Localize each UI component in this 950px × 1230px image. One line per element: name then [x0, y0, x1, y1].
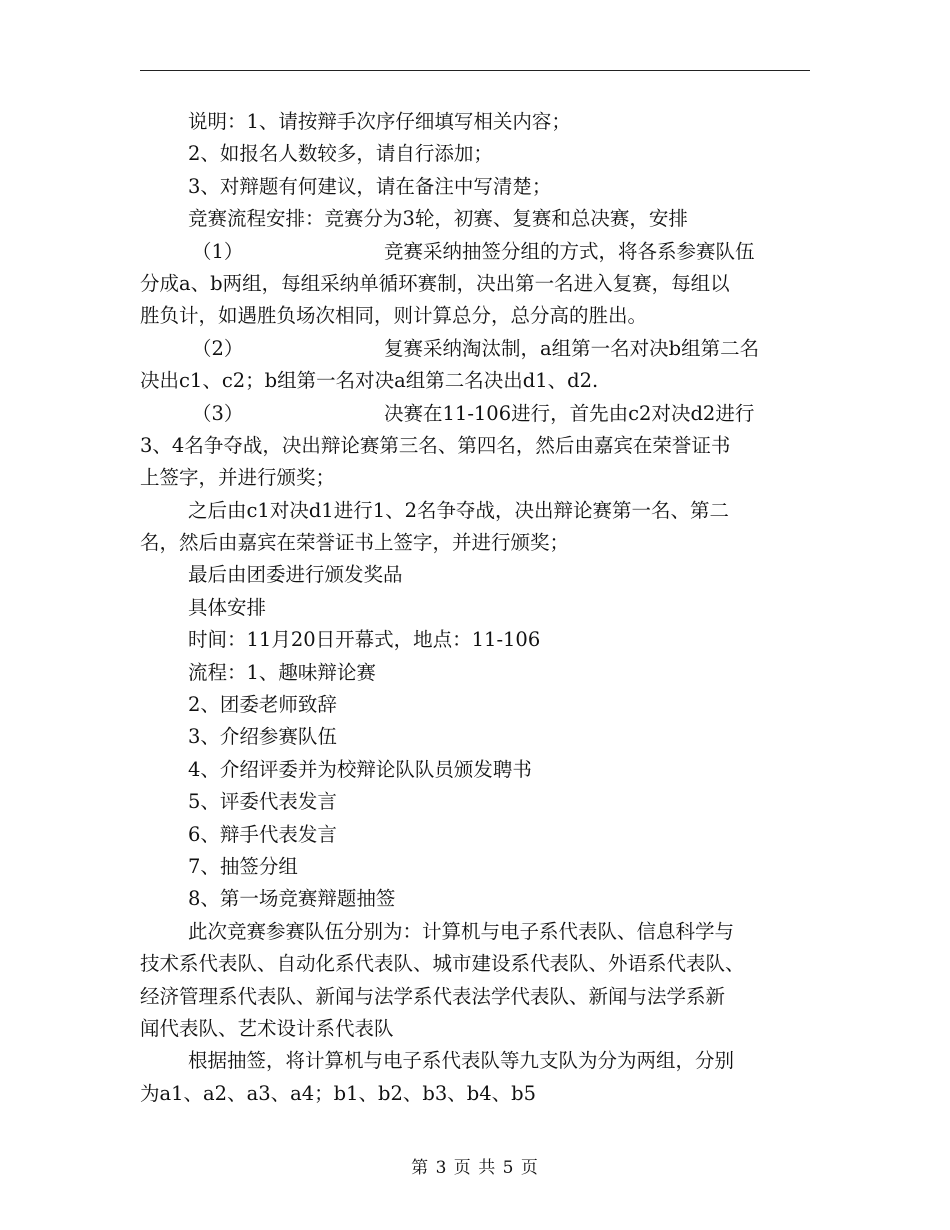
paragraph-flow-1	[140, 657, 812, 689]
text-line: 胜负计，如遇胜负场次相同，则计算总分，总分高的胜出。	[140, 304, 648, 328]
text-line: 为a1、a2、a3、a4；b1、b2、b3、b4、b5	[140, 1081, 537, 1105]
paragraph-note-3	[140, 171, 812, 203]
paragraph-round-3	[140, 398, 812, 495]
paragraph-note-2	[140, 138, 812, 170]
text-line: 具体安排	[188, 595, 267, 619]
text-line: 复赛采纳淘汰制，a组第一名对决b组第二名	[384, 336, 760, 360]
text-line: 3、对辩题有何建议，请在备注中写清楚；	[188, 174, 552, 198]
text-line: 时间：11月20日开幕式，地点：11-106	[188, 628, 541, 652]
paragraph-flow-4	[140, 754, 812, 786]
text-line: 决出c1、c2；b组第一名对决a组第二名决出d1、d2.	[140, 369, 599, 393]
text-line: 最后由团委进行颁发奖品	[188, 563, 403, 587]
text-line: 5、评委代表发言	[188, 790, 337, 814]
paragraph-flow-2	[140, 689, 812, 721]
paragraph-flow-7	[140, 851, 812, 883]
document-body	[140, 106, 812, 1110]
text-line: 名，然后由嘉宾在荣誉证书上签字，并进行颁奖；	[140, 531, 570, 555]
header-rule	[140, 70, 810, 71]
text-line: 8、第一场竞赛辩题抽签	[188, 887, 396, 911]
text-line: 2、如报名人数较多，请自行添加；	[188, 142, 493, 166]
text-line: 上签字，并进行颁奖；	[140, 466, 336, 490]
paragraph-flow-6	[140, 819, 812, 851]
text-line: 竞赛采纳抽签分组的方式，将各系参赛队伍	[384, 239, 755, 263]
paragraph-process-intro	[140, 203, 812, 235]
text-line: 流程：1、趣味辩论赛	[188, 660, 376, 684]
text-line: 3、介绍参赛队伍	[188, 725, 337, 749]
text-line: 决赛在11-106进行，首先由c2对决d2进行	[384, 401, 755, 425]
text-line: 此次竞赛参赛队伍分别为：计算机与电子系代表队、信息科学与	[188, 919, 735, 943]
paragraph-schedule-heading	[140, 592, 812, 624]
paragraph-note-1	[140, 106, 812, 138]
text-line: 2、团委老师致辞	[188, 693, 337, 717]
paragraph-flow-5	[140, 786, 812, 818]
text-line: 经济管理系代表队、新闻与法学系代表法学代表队、新闻与法学系新	[140, 984, 726, 1008]
paragraph-teams	[140, 916, 812, 1046]
list-number: （3）	[192, 401, 244, 425]
text-line: 技术系代表队、自动化系代表队、城市建设系代表队、外语系代表队、	[140, 952, 745, 976]
paragraph-final-match	[140, 495, 812, 560]
text-line: 分成a、b两组，每组采纳单循环赛制，决出第一名进入复赛，每组以	[140, 271, 730, 295]
page-number-footer: 第 3 页 共 5 页	[411, 1158, 539, 1178]
text-line: 根据抽签，将计算机与电子系代表队等九支队为分为两组，分别	[188, 1049, 735, 1073]
text-line: 闻代表队、艺术设计系代表队	[140, 1016, 394, 1040]
text-line: 4、介绍评委并为校辩论队队员颁发聘书	[188, 757, 532, 781]
paragraph-time-place	[140, 624, 812, 656]
paragraph-flow-8	[140, 883, 812, 915]
paragraph-round-2	[140, 333, 812, 398]
paragraph-flow-3	[140, 721, 812, 753]
text-line: 6、辩手代表发言	[188, 822, 337, 846]
paragraph-awards	[140, 559, 812, 591]
paragraph-grouping	[140, 1045, 812, 1110]
text-line: 3、4名争夺战，决出辩论赛第三名、第四名，然后由嘉宾在荣誉证书	[140, 433, 731, 457]
list-number: （2）	[192, 336, 244, 360]
paragraph-round-1	[140, 236, 812, 333]
text-line: 7、抽签分组	[188, 854, 298, 878]
text-line: 竞赛流程安排：竞赛分为3轮，初赛、复赛和总决赛，安排	[188, 207, 688, 231]
list-number: （1）	[192, 239, 244, 263]
text-line: 说明：1、请按辩手次序仔细填写相关内容；	[188, 110, 571, 133]
text-line: 之后由c1对决d1进行1、2名争夺战，决出辩论赛第一名、第二	[188, 498, 730, 522]
